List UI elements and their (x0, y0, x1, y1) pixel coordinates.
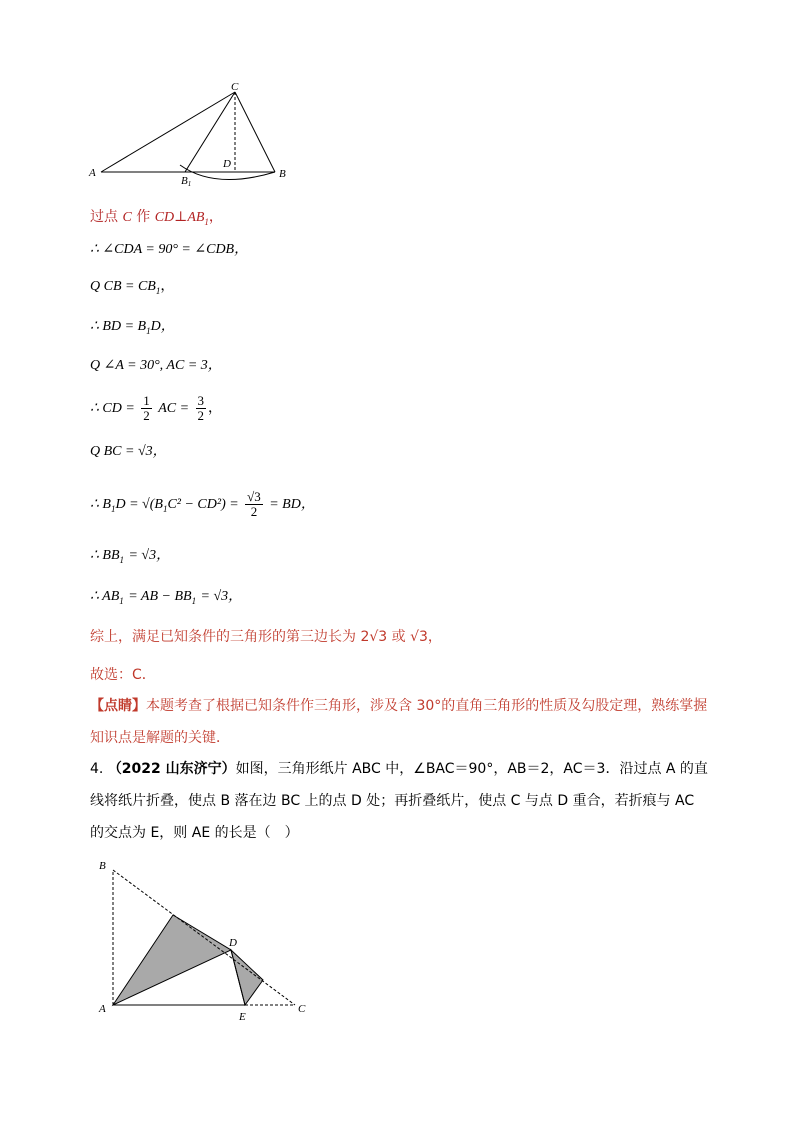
label-b: B (99, 860, 106, 872)
fraction-sqrt3-over-2: $\frac{√3}{2}$ (247, 488, 261, 519)
solution-line-10: ∴ $AB_1$ = AB − $BB_1 = √3$， (90, 589, 243, 606)
label-e: E (239, 1011, 246, 1023)
label-a: A (89, 167, 96, 179)
label-d: D (223, 158, 231, 170)
label-b: B (279, 168, 286, 180)
solution-line-9: ∴ $BB_1 = √3$， (90, 548, 171, 565)
solution-line-2: ∴ ∠CDA = 90° = ∠CDB， (90, 242, 249, 257)
fraction-one-half: $\frac{1}{2}$ (143, 392, 150, 423)
label-c: C (298, 1003, 306, 1015)
solution-line-7: Q BC = √3， (90, 444, 167, 459)
fraction-three-halves: $\frac{3}{2}$ (197, 392, 205, 423)
label-a: A (99, 1003, 106, 1015)
figure-1-triangle (85, 80, 305, 195)
solution-comment: 【点睛】本题考查了根据已知条件作三角形，涉及含 30°的直角三角形的性质及勾股定理，熟练掌握知识点是解题的关键． (90, 698, 708, 746)
solution-line-1: 过点 C 作 $CD\perp AB_1$， (90, 209, 223, 227)
label-d: D (229, 937, 237, 949)
solution-answer: 故选：C． (90, 667, 156, 683)
segment-ac (101, 92, 235, 172)
segment-cb (235, 92, 275, 172)
solution-line-6: ∴ CD = $\frac{1}{2}$ AC = $\frac{3}{2}$ ， (90, 392, 223, 423)
solution-line-5: Q ∠A = 30°, AC = 3， (90, 358, 222, 373)
solution-line-4: ∴ BD = $B_1D$， (90, 319, 175, 336)
label-c: C (231, 81, 239, 93)
solution-summary: 综上，满足已知条件的三角形的第三边长为 2√3 或 √3， (90, 629, 442, 645)
solution-line-8: ∴ $B_1D = √(B_1C^2 - CD^2)$ = $\frac{√3}{2}$ = BD， (90, 488, 315, 519)
shaded-triangle-abd (113, 915, 231, 1005)
figure-2-folded-triangle (95, 855, 315, 1025)
solution-line-3: Q CB = $CB_1$， (90, 278, 175, 296)
question-4: 4. （2022 山东济宁）如图，三角形纸片 ABC 中，∠BAC＝90°，AB＝2，AC＝3．沿过点 A 的直线将纸片折叠，使点 B 落在边 BC 上的点 D 处；再折叠纸片，使点 C 与点 D 重合，若折痕与 AC 的交点为 E，则 AE 的长是（ ） (90, 761, 708, 841)
label-b1: B1 (181, 175, 192, 188)
